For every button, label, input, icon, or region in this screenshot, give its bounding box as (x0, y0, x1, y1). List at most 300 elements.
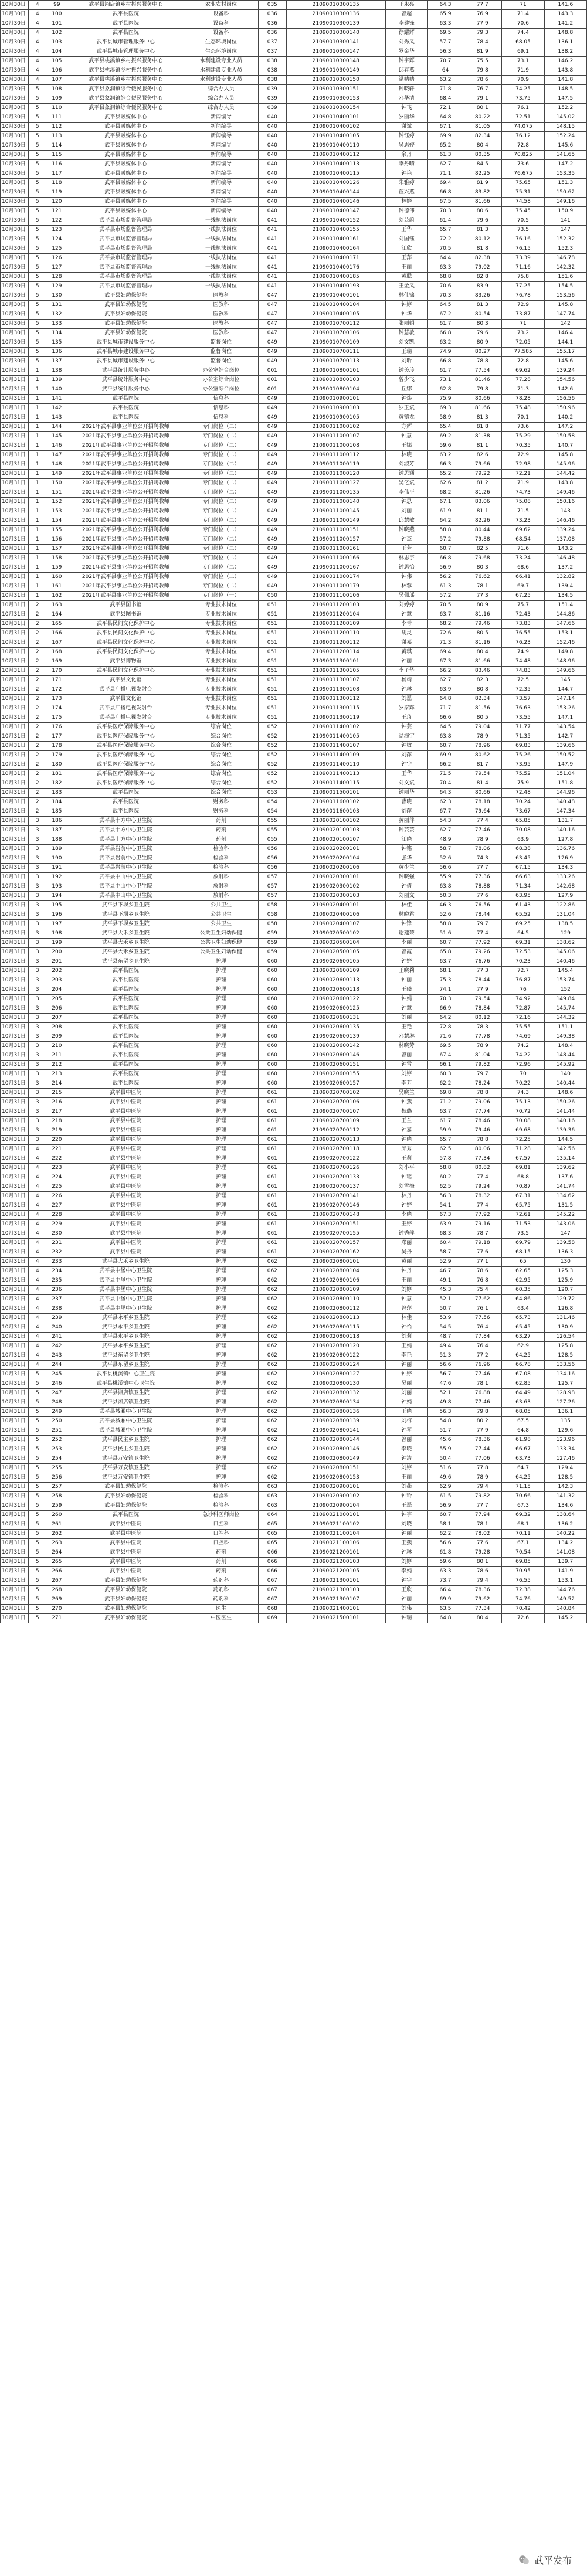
table-cell: 132 (46, 310, 67, 320)
table-cell: 钟丽华 (385, 789, 427, 798)
table-cell: 2021年武平县事业单位公开招聘教师 (67, 498, 184, 507)
table-cell: 王琦 (385, 713, 427, 723)
table-cell: 146.48 (544, 554, 586, 563)
table-cell: 21090010400101 (286, 113, 385, 123)
table-cell: 10月31日 (1, 1576, 29, 1586)
table-cell: 21090020600139 (286, 1032, 385, 1042)
table-cell: 武平县十方中心卫生院 (67, 835, 184, 845)
table-cell: 3 (29, 1098, 46, 1107)
table-cell: 058 (258, 920, 286, 929)
table-cell: 武平县医院 (67, 1014, 184, 1023)
table-cell: 62.9 (427, 1483, 463, 1492)
table-cell: 76 (502, 985, 544, 995)
table-cell: 131.5 (544, 1201, 586, 1211)
table-cell: 10月31日 (1, 1408, 29, 1417)
table-row (1, 291, 587, 301)
table-cell: 65.2 (427, 470, 463, 479)
table-cell: 129 (46, 282, 67, 291)
table-cell: 062 (258, 1295, 286, 1304)
table-cell: 21090020600131 (286, 1014, 385, 1023)
table-cell: 21090020800122 (286, 1351, 385, 1361)
table-cell: 99 (46, 1, 67, 10)
table-cell: 78.1 (463, 1520, 502, 1530)
table-row (1, 638, 587, 648)
table-cell: 040 (258, 179, 286, 188)
table-cell: 武平县中医院 (67, 1548, 184, 1558)
table-cell: 4 (29, 1, 46, 10)
table-cell: 刘婷 (385, 1558, 427, 1567)
table-cell: 检验科 (184, 845, 259, 854)
table-cell: 211 (46, 1051, 67, 1061)
table-cell: 2 (29, 751, 46, 760)
table-cell: 77.6 (463, 892, 502, 901)
table-cell: 21090010400110 (286, 141, 385, 151)
table-cell: 武平县桃溪镇乡村振兴服务中心 (67, 57, 184, 66)
table-cell: 152 (544, 985, 586, 995)
table-row (1, 789, 587, 798)
table-cell: 122.86 (544, 901, 586, 910)
table-cell: 149 (46, 470, 67, 479)
table-cell: 武平县中医院 (67, 1530, 184, 1539)
table-cell: 041 (258, 244, 286, 254)
table-cell: 130 (544, 1258, 586, 1267)
table-cell: 48.7 (427, 1333, 463, 1342)
table-row (1, 507, 587, 516)
table-cell: 266 (46, 1567, 67, 1576)
table-cell: 武平县十方中心卫生院 (67, 826, 184, 835)
table-cell: 69.83 (502, 742, 544, 751)
table-cell: 武平县桃溪镇中心卫生院 (67, 1370, 184, 1379)
table-cell: 21090020800132 (286, 1389, 385, 1398)
table-cell: 219 (46, 1126, 67, 1136)
table-cell: 130.9 (544, 1323, 586, 1333)
table-cell: 2 (29, 798, 46, 807)
table-cell: 76.63 (502, 704, 544, 713)
table-row (1, 235, 587, 244)
table-cell: 3 (29, 845, 46, 854)
table-cell: 检验科 (184, 854, 259, 864)
table-cell: 134.62 (544, 1192, 586, 1201)
table-row (1, 526, 587, 535)
table-cell: 63.2 (427, 76, 463, 85)
table-cell: 4 (29, 1276, 46, 1286)
table-cell: 黄丽 (385, 1258, 427, 1267)
table-cell: 21090010300141 (286, 38, 385, 47)
table-cell: 72.38 (502, 1586, 544, 1595)
table-cell: 2021年武平县事业单位公开招聘教师 (67, 573, 184, 582)
table-row (1, 901, 587, 910)
table-cell: 152.3 (544, 244, 586, 254)
table-cell: 5 (29, 348, 46, 357)
table-cell: 4 (29, 1211, 46, 1220)
table-cell: 武平县湘店镇卫生院 (67, 1398, 184, 1408)
table-cell: 钟丹 (385, 1267, 427, 1276)
table-cell: 1 (29, 592, 46, 601)
table-cell: 5 (29, 132, 46, 141)
table-cell: 148.15 (544, 123, 586, 132)
table-cell: 79.6 (463, 216, 502, 226)
table-cell: 246 (46, 1379, 67, 1389)
table-cell: 10月31日 (1, 1126, 29, 1136)
table-cell: 10月31日 (1, 1464, 29, 1473)
table-cell: 67.15 (502, 864, 544, 873)
table-cell: 21090010400164 (286, 244, 385, 254)
table-cell: 70.5 (427, 244, 463, 254)
table-cell: 10月31日 (1, 1239, 29, 1248)
table-cell: 81.04 (463, 1051, 502, 1061)
table-cell: 10月30日 (1, 57, 29, 66)
table-cell: 70.9 (502, 76, 544, 85)
table-cell: 067 (258, 1576, 286, 1586)
table-cell: 放射科 (184, 882, 259, 892)
table-cell: 刘昕 (385, 357, 427, 366)
table-cell: 149.66 (544, 667, 586, 676)
table-cell: 73.95 (502, 760, 544, 770)
table-row (1, 254, 587, 263)
table-cell: 一线执法岗位 (184, 273, 259, 282)
table-cell: 21090020500104 (286, 939, 385, 948)
table-cell: 047 (258, 310, 286, 320)
table-cell: 68.4 (427, 94, 463, 104)
table-cell: 21090020700109 (286, 1117, 385, 1126)
table-cell: 143.8 (544, 479, 586, 488)
table-cell: 049 (258, 507, 286, 516)
table-cell: 护理 (184, 1023, 259, 1032)
table-cell: 10月31日 (1, 1342, 29, 1351)
table-cell: 21090010300151 (286, 85, 385, 94)
table-cell: 76.4 (463, 1342, 502, 1351)
table-cell: 李丹晴 (385, 160, 427, 169)
table-cell: 174 (46, 704, 67, 713)
table-cell: 69.68 (502, 1126, 544, 1136)
table-cell: 051 (258, 648, 286, 657)
table-cell: 2 (29, 629, 46, 638)
table-cell: 刘丽 (385, 507, 427, 516)
table-cell: 2021年武平县事业单位公开招聘教师 (67, 535, 184, 545)
table-cell: 70.08 (502, 1117, 544, 1126)
table-cell: 5 (29, 1595, 46, 1605)
table-cell: 农业农村岗位 (184, 1, 259, 10)
table-cell: 10月30日 (1, 66, 29, 76)
table-cell: 77.44 (463, 1445, 502, 1454)
table-cell: 060 (258, 976, 286, 985)
table-cell: 67.08 (502, 1370, 544, 1379)
table-row (1, 57, 587, 66)
table-cell: 57.7 (427, 38, 463, 47)
table-cell: 武平县城市建设服务中心 (67, 357, 184, 366)
table-cell: 武平县民间文化保护中心 (67, 629, 184, 638)
table-row (1, 1079, 587, 1089)
table-cell: 武平县岩前中心卫生院 (67, 864, 184, 873)
table-cell: 检验科 (184, 1483, 259, 1492)
table-cell: 公共卫生 (184, 920, 259, 929)
table-cell: 钟娟 (385, 1398, 427, 1408)
table-cell: 21090020700137 (286, 1182, 385, 1192)
table-cell: 水利建设专业人员 (184, 76, 259, 85)
table-cell: 21090010900101 (286, 395, 385, 404)
table-cell: 5 (29, 104, 46, 113)
table-cell: 80.12 (463, 1014, 502, 1023)
table-cell: 049 (258, 404, 286, 413)
table-cell: 黄丽萍 (385, 817, 427, 826)
table-cell: 136.1 (544, 1408, 586, 1417)
table-cell: 钟炜 (385, 395, 427, 404)
table-cell: 药剂 (184, 817, 259, 826)
table-cell: 144.1 (544, 338, 586, 348)
table-cell: 062 (258, 1445, 286, 1454)
table-cell: 21090010400171 (286, 254, 385, 263)
table-cell: 1 (29, 451, 46, 460)
table-cell: 5 (29, 207, 46, 216)
table-cell: 武平县东留乡卫生院 (67, 957, 184, 967)
table-row (1, 1239, 587, 1248)
table-cell: 77.1 (463, 1258, 502, 1267)
table-cell: 71.3 (502, 385, 544, 395)
table-cell: 73.57 (502, 695, 544, 704)
table-cell: 李娟 (385, 1567, 427, 1576)
table-cell: 64.8 (427, 695, 463, 704)
table-cell: 147 (544, 1229, 586, 1239)
table-cell: 21090010300148 (286, 57, 385, 66)
table-row (1, 882, 587, 892)
table-row (1, 366, 587, 376)
table-cell: 67.1 (502, 1539, 544, 1548)
table-cell: 1 (29, 404, 46, 413)
table-cell: 21090020800136 (286, 1408, 385, 1417)
table-cell: 153.26 (544, 704, 586, 713)
table-cell: 武平县中医院 (67, 1182, 184, 1192)
table-cell: 21090020600113 (286, 976, 385, 985)
table-cell: 21090011200114 (286, 648, 385, 657)
table-cell: 5 (29, 1530, 46, 1539)
table-cell: 21090011600103 (286, 807, 385, 817)
table-cell: 王华 (385, 770, 427, 779)
table-cell: 79.28 (463, 1548, 502, 1558)
table-row (1, 1548, 587, 1558)
table-cell: 72.96 (502, 1061, 544, 1070)
table-cell: 4 (29, 1333, 46, 1342)
table-cell: 护理 (184, 1089, 259, 1098)
table-cell: 3 (29, 817, 46, 826)
table-cell: 64.3 (427, 789, 463, 798)
table-cell: 护理 (184, 957, 259, 967)
table-cell: 21090010700113 (286, 357, 385, 366)
table-cell: 10月31日 (1, 1520, 29, 1530)
table-cell: 一线执法岗位 (184, 235, 259, 244)
table-cell: 10月31日 (1, 657, 29, 667)
table-cell: 142 (46, 404, 67, 413)
table-cell: 260 (46, 1511, 67, 1520)
table-cell: 62.85 (502, 1379, 544, 1389)
table-cell: 曾超 (385, 10, 427, 19)
table-cell: 72.98 (502, 460, 544, 470)
table-cell: 146 (46, 441, 67, 451)
table-cell: 109 (46, 94, 67, 104)
table-cell: 141 (46, 395, 67, 404)
table-cell: 63.4 (502, 1304, 544, 1314)
table-cell: 115 (46, 151, 67, 160)
table-cell: 54.1 (427, 1201, 463, 1211)
table-cell: 2 (29, 704, 46, 713)
table-cell: 10月31日 (1, 1295, 29, 1304)
table-cell: 10月31日 (1, 1595, 29, 1605)
table-cell: 77.4 (463, 1173, 502, 1182)
table-cell: 199 (46, 939, 67, 948)
table-cell: 134.2 (544, 1539, 586, 1548)
table-cell: 钟琴 (385, 1426, 427, 1436)
table-cell: 10月31日 (1, 995, 29, 1004)
table-cell: 武平县万安镇卫生院 (67, 1464, 184, 1473)
table-cell: 王萍 (385, 254, 427, 263)
table-cell: 240 (46, 1323, 67, 1333)
table-cell: 047 (258, 291, 286, 301)
table-cell: 设备科 (184, 19, 259, 29)
table-cell: 80.4 (463, 1614, 502, 1623)
table-cell: 4 (29, 1258, 46, 1267)
table-cell: 王晓 (385, 1408, 427, 1417)
table-cell: 153 (46, 507, 67, 516)
table-row (1, 1070, 587, 1079)
table-cell: 专业技术岗位 (184, 657, 259, 667)
table-cell: 144.76 (544, 1586, 586, 1595)
table-cell: 10月31日 (1, 1511, 29, 1520)
table-cell: 142.68 (544, 882, 586, 892)
table-cell: 专门岗位（二） (184, 432, 259, 441)
table-row (1, 1398, 587, 1408)
table-cell: 21090020400106 (286, 910, 385, 920)
table-cell: 放射科 (184, 892, 259, 901)
table-cell: 2 (29, 657, 46, 667)
table-cell: 176 (46, 723, 67, 732)
table-cell: 74.83 (502, 667, 544, 676)
table-row (1, 845, 587, 854)
table-cell: 10月30日 (1, 179, 29, 188)
table-cell: 水利建设专业人员 (184, 66, 259, 76)
table-cell: 74.22 (502, 1051, 544, 1061)
table-cell: 10月31日 (1, 920, 29, 929)
table-cell: 吴亿斌 (385, 479, 427, 488)
table-cell: 王兰 (385, 1117, 427, 1126)
table-cell: 21090010400155 (286, 226, 385, 235)
table-cell: 70.1 (502, 413, 544, 423)
table-cell: 037 (258, 38, 286, 47)
table-cell: 3 (29, 920, 46, 929)
table-cell: 武平县中山中心卫生院 (67, 882, 184, 892)
table-cell: 21090020700148 (286, 1211, 385, 1220)
table-cell: 21090011000151 (286, 526, 385, 535)
table-cell: 3 (29, 1136, 46, 1145)
table-cell: 21090020800101 (286, 1258, 385, 1267)
table-cell: 66.67 (502, 1445, 544, 1454)
table-cell: 21090011400107 (286, 742, 385, 751)
table-cell: 曹晓 (385, 798, 427, 807)
table-cell: 护理 (184, 1192, 259, 1201)
table-cell: 1 (29, 413, 46, 423)
table-cell: 78.46 (463, 1117, 502, 1126)
table-cell: 79.7 (463, 1070, 502, 1079)
table-cell: 79.68 (463, 554, 502, 563)
table-cell: 062 (258, 1426, 286, 1436)
table-cell: 104 (46, 47, 67, 57)
table-cell: 1 (29, 460, 46, 470)
table-row (1, 94, 587, 104)
table-row (1, 263, 587, 273)
table-cell: 林佳 (385, 901, 427, 910)
table-cell: 武平县融媒体中心 (67, 113, 184, 123)
table-cell: 3 (29, 1089, 46, 1098)
table-cell: 71.5 (427, 770, 463, 779)
table-cell: 21090020700157 (286, 1239, 385, 1248)
table-cell: 69.7 (502, 582, 544, 592)
table-cell: 78.9 (463, 1473, 502, 1483)
table-cell: 150.16 (544, 498, 586, 507)
table-row (1, 592, 587, 601)
table-cell: 181 (46, 770, 67, 779)
table-cell: 134.3 (544, 864, 586, 873)
table-row (1, 1107, 587, 1117)
table-cell: 武平县市场监督管理局 (67, 235, 184, 244)
table-cell: 145.02 (544, 113, 586, 123)
table-cell: 10月31日 (1, 1229, 29, 1239)
table-cell: 罗家辉 (385, 704, 427, 713)
table-cell: 83.9 (463, 282, 502, 291)
table-cell: 武平县民间文化保护中心 (67, 620, 184, 629)
table-cell: 武平县中山中心卫生院 (67, 892, 184, 901)
table-cell: 049 (258, 338, 286, 348)
table-cell: 77.92 (463, 1211, 502, 1220)
table-cell: 80.44 (463, 526, 502, 535)
table-cell: 78.28 (502, 395, 544, 404)
table-cell: 武平县医院 (67, 789, 184, 798)
table-cell: 刘燕 (385, 1483, 427, 1492)
table-cell: 224 (46, 1173, 67, 1182)
table-cell: 76.4 (463, 1323, 502, 1333)
table-cell: 钟嘉 (385, 1126, 427, 1136)
table-cell: 73.6 (502, 423, 544, 432)
table-cell: 69.32 (502, 1511, 544, 1520)
table-cell: 杨靖 (385, 676, 427, 685)
table-cell: 林晓 (385, 451, 427, 460)
table-cell: 林晓芳 (385, 1042, 427, 1051)
table-cell: 武平县民主乡卫生院 (67, 1445, 184, 1454)
table-cell: 10月31日 (1, 1248, 29, 1258)
table-cell: 78.44 (463, 910, 502, 920)
table-cell: 264 (46, 1548, 67, 1558)
table-cell: 1 (29, 395, 46, 404)
table-cell: 71.34 (502, 882, 544, 892)
table-cell: 21090020200101 (286, 845, 385, 854)
table-cell: 213 (46, 1070, 67, 1079)
table-cell: 护理 (184, 1032, 259, 1042)
table-cell: 67.7 (427, 807, 463, 817)
table-cell: 方辉 (385, 423, 427, 432)
table-cell: 052 (258, 723, 286, 732)
table-row (1, 1004, 587, 1014)
table-row (1, 141, 587, 151)
table-cell: 74.73 (502, 488, 544, 498)
table-cell: 专门岗位（二） (184, 554, 259, 563)
table-cell: 钟慧敏 (385, 329, 427, 338)
table-cell: 10月31日 (1, 592, 29, 601)
table-cell: 江欣 (385, 244, 427, 254)
table-cell: 62.6 (427, 479, 463, 488)
table-cell: 张丽娟 (385, 320, 427, 329)
table-cell: 武平县万安镇卫生院 (67, 1473, 184, 1483)
table-cell: 钟婷 (385, 301, 427, 310)
table-cell: 79.8 (463, 385, 502, 395)
table-row (1, 1192, 587, 1201)
table-cell: 77.4 (463, 817, 502, 826)
